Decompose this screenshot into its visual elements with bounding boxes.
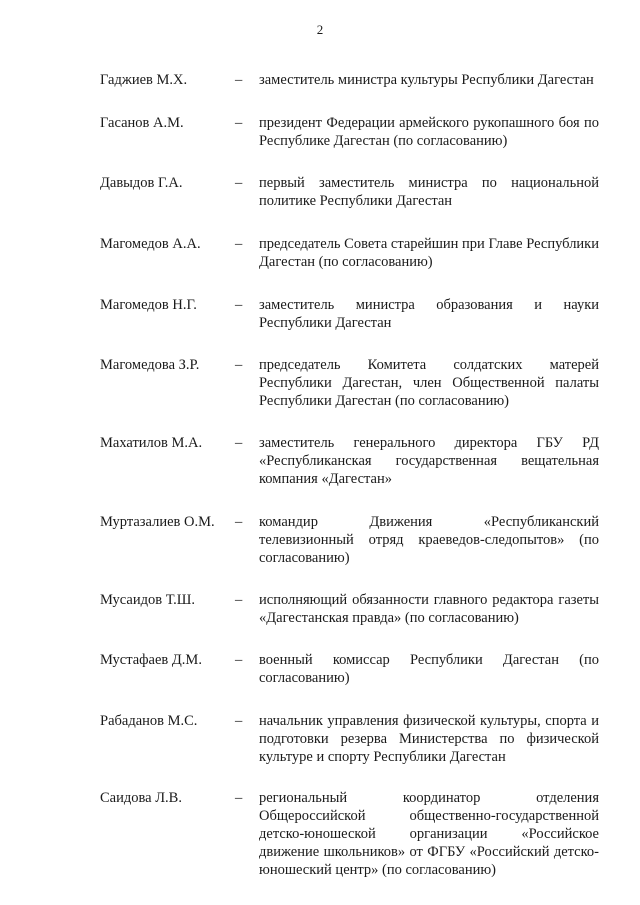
member-name: Махатилов М.А. [100, 435, 203, 451]
dash-separator: – [235, 175, 243, 191]
member-name: Магомедов Н.Г. [100, 297, 197, 313]
member-entry [0, 174, 640, 210]
member-position: начальник управления физической культуры, спорта и подготовки резерва Министерства по физической культуре и спорту Республики Дагестан [259, 713, 599, 765]
member-position: президент Федерации армейского рукопашного боя по Республике Дагестан (по согласованию) [259, 115, 599, 149]
member-position: командир Движения «Республиканский телевизионный отряд краеведов-следопытов» (по согласованию) [259, 514, 599, 566]
member-position: заместитель министра образования и науки Республики Дагестан [259, 297, 599, 331]
member-position: заместитель генерального директора ГБУ РД «Республиканская государственная вещательная компания «Дагестан» [259, 435, 599, 487]
member-entry [0, 591, 640, 627]
member-entry [0, 235, 640, 271]
dash-separator: – [235, 236, 243, 252]
member-entry [0, 296, 640, 332]
dash-separator: – [235, 357, 243, 373]
member-entry [0, 434, 640, 488]
member-entry [0, 71, 640, 89]
dash-separator: – [235, 435, 243, 451]
member-position: военный комиссар Республики Дагестан (по согласованию) [259, 652, 599, 686]
member-name: Муртазалиев О.М. [100, 514, 215, 530]
member-position: председатель Комитета солдатских матерей Республики Дагестан, член Общественной палаты Республики Дагестан (по согласованию) [259, 357, 599, 409]
member-name: Мустафаев Д.М. [100, 652, 202, 668]
member-position: первый заместитель министра по национальной политике Республики Дагестан [259, 175, 599, 209]
member-entry [0, 712, 640, 766]
member-name: Рабаданов М.С. [100, 713, 198, 729]
dash-separator: – [235, 115, 243, 131]
member-entry [0, 356, 640, 410]
member-position: исполняющий обязанности главного редактора газеты «Дагестанская правда» (по согласованию) [259, 592, 599, 626]
member-name: Магомедова З.Р. [100, 357, 200, 373]
dash-separator: – [235, 713, 243, 729]
member-entry [0, 513, 640, 567]
dash-separator: – [235, 72, 243, 88]
member-position: заместитель министра культуры Республики Дагестан [259, 72, 594, 88]
dash-separator: – [235, 514, 243, 530]
dash-separator: – [235, 297, 243, 313]
member-name: Давыдов Г.А. [100, 175, 183, 191]
member-list [0, 71, 640, 879]
member-name: Мусаидов Т.Ш. [100, 592, 195, 608]
dash-separator: – [235, 652, 243, 668]
member-name: Магомедов А.А. [100, 236, 201, 252]
member-entry [0, 114, 640, 150]
member-entry [0, 789, 640, 879]
member-name: Саидова Л.В. [100, 790, 182, 806]
dash-separator: – [235, 592, 243, 608]
member-name: Гасанов А.М. [100, 115, 184, 131]
dash-separator: – [235, 790, 243, 806]
member-position: региональный координатор отделения Общероссийской общественно-государственной детско-юношеской организации «Российское движение школьников» от ФГБУ «Российский детско-юношеский центр» (по согласованию) [259, 790, 599, 878]
page-number: 2 [316, 22, 324, 37]
member-entry [0, 651, 640, 687]
member-name: Гаджиев М.Х. [100, 72, 188, 88]
member-position: председатель Совета старейшин при Главе Республики Дагестан (по согласованию) [259, 236, 599, 270]
